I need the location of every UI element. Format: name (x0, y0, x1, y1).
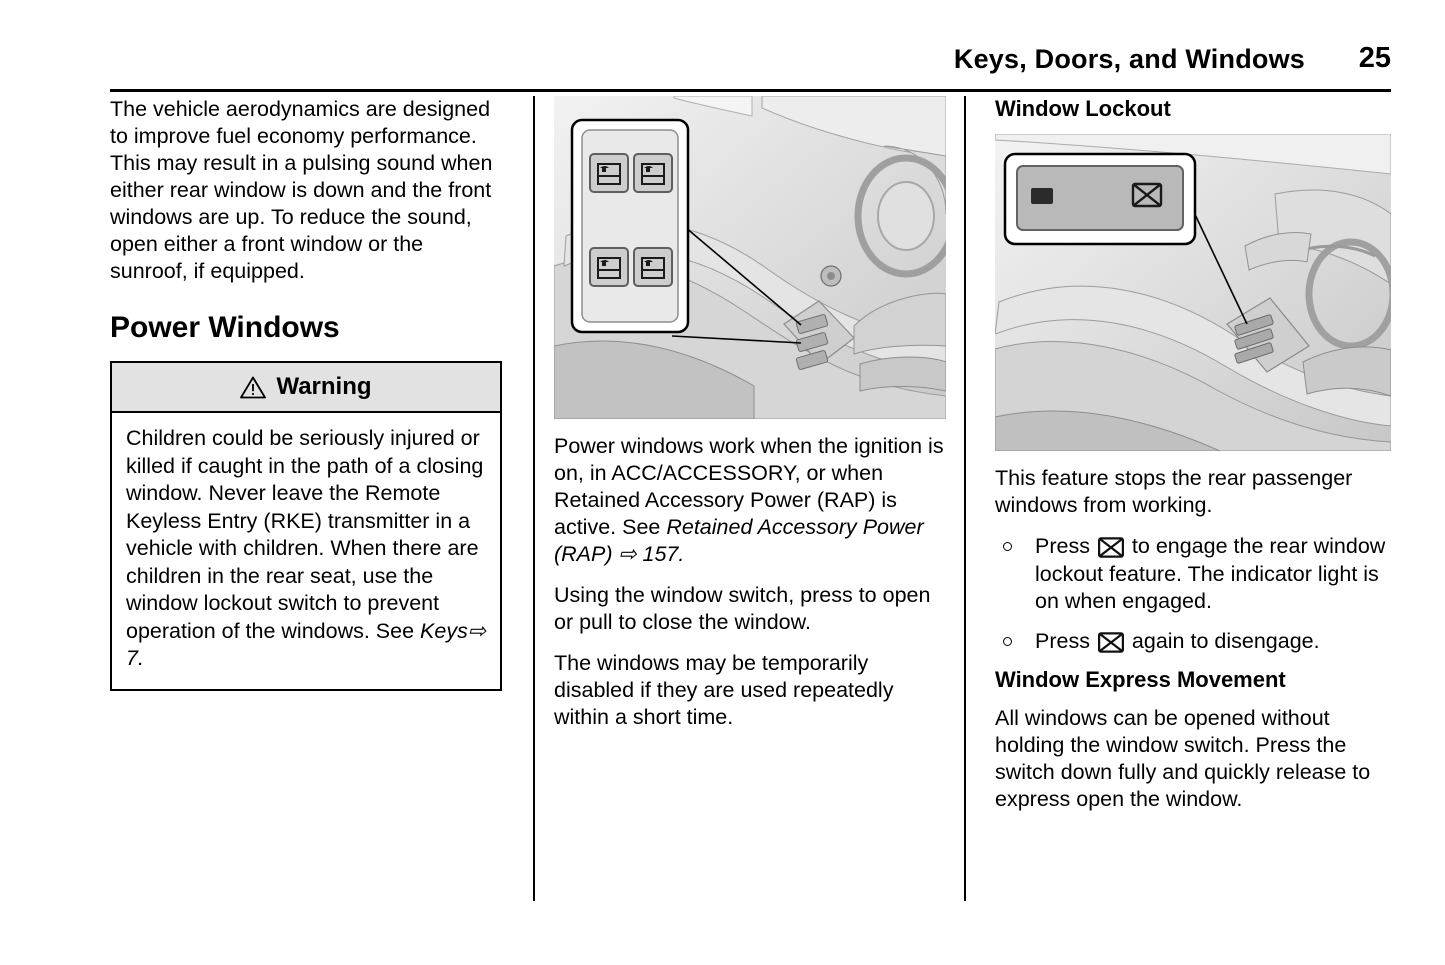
power-windows-paragraph-1 (554, 433, 946, 568)
rap-reference-title: Retained Accessory Power (RAP) (554, 515, 924, 566)
page-header (110, 40, 1391, 92)
figure-power-window-switches (554, 96, 946, 419)
section-heading-power-windows: Power Windows (110, 311, 340, 344)
warning-reference-page: 7. (126, 646, 144, 670)
figure-window-lockout-image (995, 134, 1391, 451)
power-windows-paragraph-2: Using the window switch, press to open or pull to close the window. (554, 583, 931, 634)
window-lockout-icon (1098, 537, 1124, 558)
heading-window-express-movement: Window Express Movement (995, 667, 1286, 692)
bullet-text-before: Press (1035, 534, 1096, 558)
window-express-paragraph: All windows can be opened without holding the window switch. Press the switch down fully and quickly release to express open the window. (995, 706, 1371, 811)
heading-window-lockout: Window Lockout (995, 96, 1171, 121)
warning-text: Children could be seriously injured or killed if caught in the path of a closing window. Never leave the Remote Keyless Entry (RKE) transmitter in a vehicle with children. When there are children in the rear seat, use the window lockout switch to prevent operation of the windows. See (126, 426, 484, 643)
column-divider-2 (964, 96, 966, 901)
window-lockout-paragraph: This feature stops the rear passenger windows from working. (995, 466, 1353, 517)
warning-triangle-icon (240, 376, 266, 399)
column-divider-1 (533, 96, 535, 901)
bullet-text-before: Press (1035, 628, 1096, 653)
list-item (995, 628, 1391, 656)
bullet-dot-icon (1003, 542, 1012, 551)
list-item (995, 533, 1391, 616)
rap-reference-arrow-icon: ⇨ (618, 542, 637, 566)
bullet-text-after: to engage the rear window lockout feature. The indicator light is on when engaged. (1035, 534, 1386, 613)
page-title: Keys, Doors, and Windows (953, 44, 1305, 74)
window-lockout-bullets (995, 533, 1391, 655)
power-windows-paragraph-3: The windows may be temporarily disabled if they are used repeatedly within a short time. (554, 651, 894, 729)
figure-power-window-switches-image (554, 96, 946, 419)
warning-label: Warning (276, 373, 372, 400)
warning-reference-arrow-icon: ⇨ (467, 618, 486, 643)
intro-paragraph: The vehicle aerodynamics are designed to improve fuel economy performance. This may result in a pulsing sound when either rear window is down and the front windows are up. To reduce the sound, open either a front window or the sunroof, if equipped. (110, 97, 493, 283)
column-three (995, 96, 1391, 827)
warning-reference-title: Keys (420, 618, 468, 643)
column-two (554, 96, 946, 745)
bullet-dot-icon (1003, 637, 1012, 646)
power-windows-text-1: Power windows work when the ignition is on, in ACC/ACCESSORY, or when Retained Accessory Power (RAP) is active. See (554, 434, 944, 539)
window-lockout-icon (1098, 632, 1124, 653)
page-number: 25 (1358, 42, 1391, 74)
warning-box (110, 361, 502, 691)
rap-reference-page: 157. (642, 542, 685, 566)
warning-header (112, 363, 500, 413)
column-one (110, 96, 502, 691)
bullet-text-after: again to disengage. (1125, 628, 1320, 653)
figure-window-lockout (995, 134, 1387, 451)
warning-body (112, 413, 500, 689)
